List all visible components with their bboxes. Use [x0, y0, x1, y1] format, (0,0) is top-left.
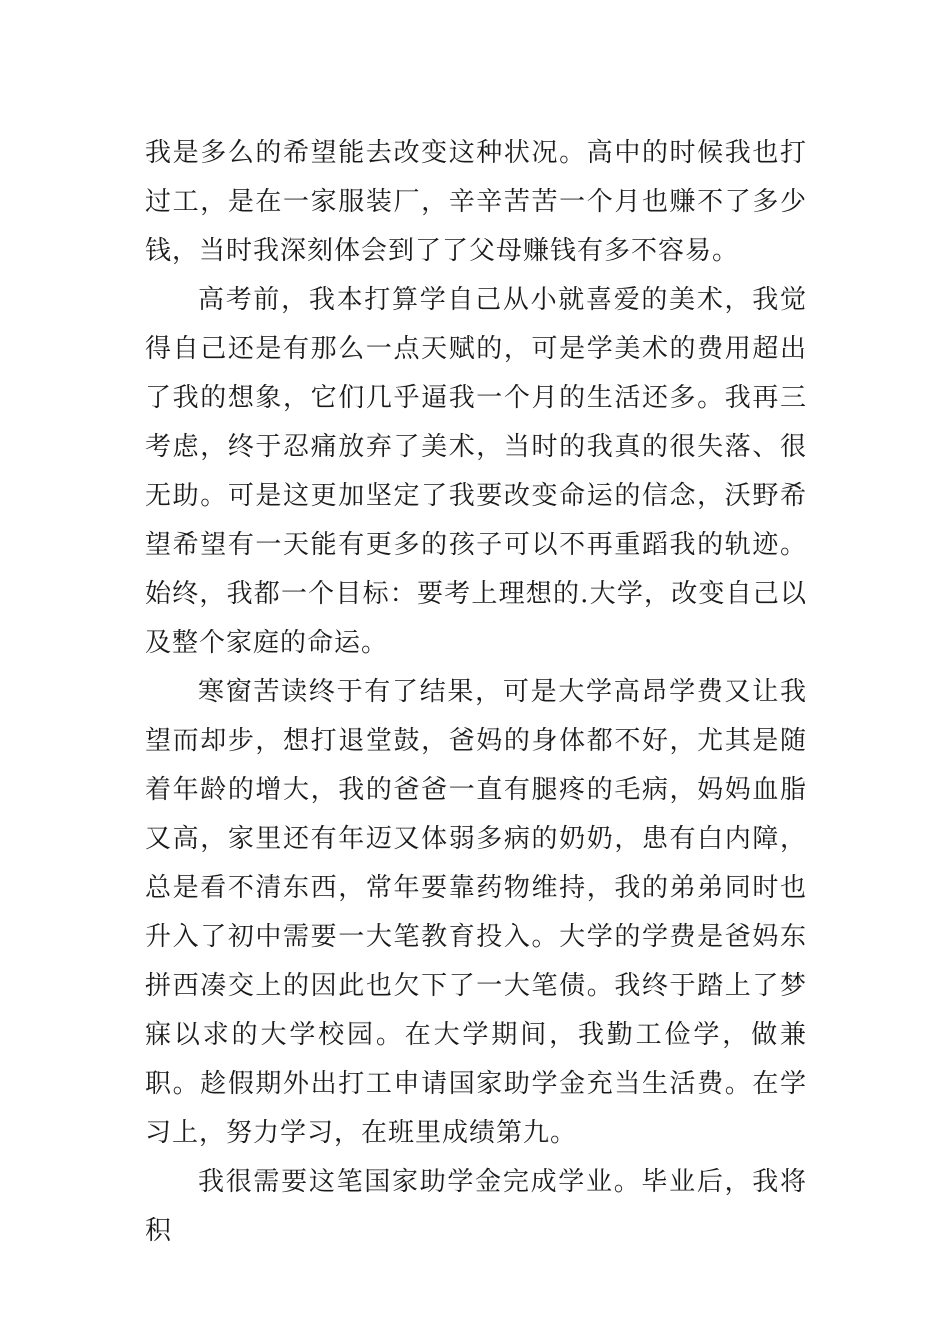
paragraph-3: 寒窗苦读终于有了结果，可是大学高昂学费又让我望而却步，想打退堂鼓，爸妈的身体都不好，尤其是随着年龄的增大，我的爸爸一直有腿疼的毛病，妈妈血脂又高，家里还有年迈又体弱多病的奶奶，患有白内障，总是看不清东西，常年要靠药物维持，我的弟弟同时也升入了初中需要一大笔教育投入。大学的学费是爸妈东拼西凑交上的因此也欠下了一大笔债。我终于踏上了梦寐以求的大学校园。在大学期间，我勤工俭学，做兼职。趁假期外出打工申请国家助学金充当生活费。在学习上，努力学习，在班里成绩第九。 [145, 677, 807, 1148]
paragraph-1: 我是多么的希望能去改变这种状况。高中的时候我也打过工，是在一家服装厂，辛辛苦苦一个月也赚不了多少钱，当时我深刻体会到了了父母赚钱有多不容易。 [145, 138, 807, 266]
paragraph-4: 我很需要这笔国家助学金完成学业。毕业后，我将积 [145, 1167, 807, 1246]
paragraph-2: 高考前，我本打算学自己从小就喜爱的美术，我觉得自己还是有那么一点天赋的，可是学美术的费用超出了我的想象，它们几乎逼我一个月的生活还多。我再三考虑，终于忍痛放弃了美术，当时的我真的很失落、很无助。可是这更加坚定了我要改变命运的信念，沃野希望希望有一天能有更多的孩子可以不再重蹈我的轨迹。始终，我都一个目标：要考上理想的.大学，改变自己以及整个家庭的命运。 [145, 285, 807, 658]
document-body [145, 129, 807, 1256]
